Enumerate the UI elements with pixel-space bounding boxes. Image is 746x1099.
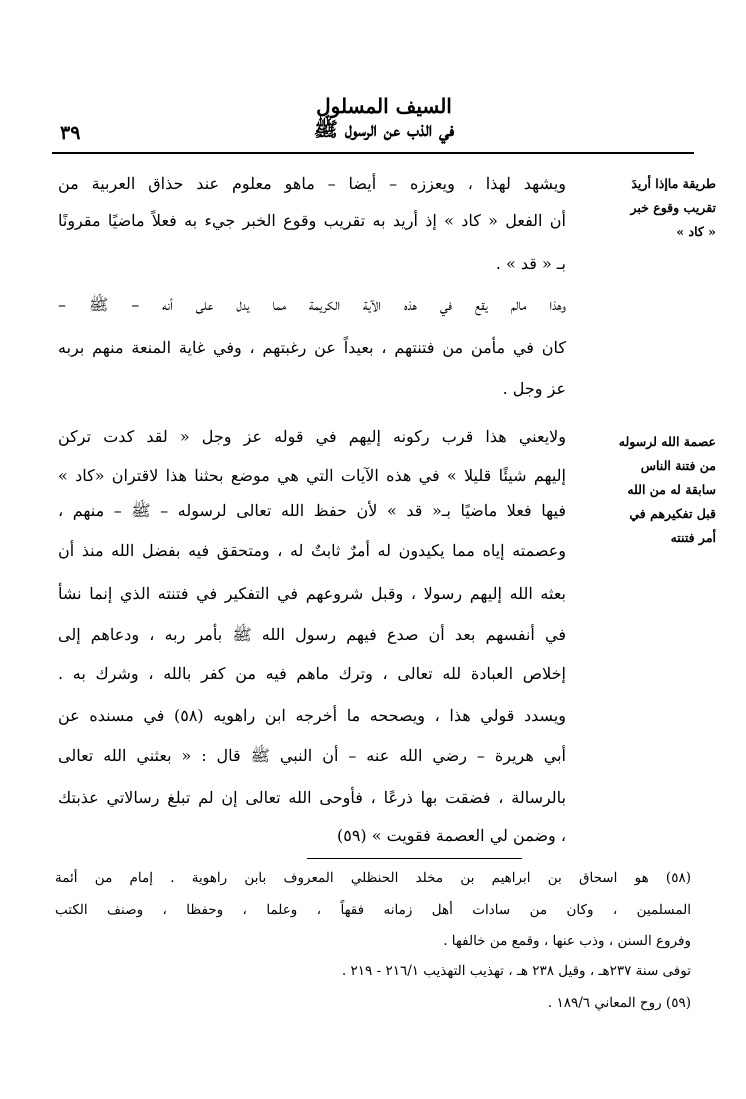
body-text-line: ولايعني هذا قرب ركونه إليهم في قوله عز وجل « لقد كدت تركن bbox=[58, 427, 566, 446]
body-text-line: فيها فعلا ماضيًا بـ« قد » لأن حفظ الله تعالى لرسوله – ﷺ – منهم ، bbox=[58, 501, 566, 520]
margin-note-line: عصمة الله لرسوله bbox=[618, 434, 716, 449]
body-text-line: إليهم شيئًا قليلا » في هذه الآيات التي هي موضع بحثنا هذا لاقتران «كاد » bbox=[58, 466, 566, 485]
margin-note-line: تقريب وقوع خبر bbox=[630, 200, 716, 215]
running-title-line2: في الذب عن الرسول ﷺ bbox=[313, 117, 455, 141]
body-text-line: وعصمته إياه مما يكيدون له أمرٌ ثابتٌ له ، ومتحقق فيه بفضل الله منذ أن bbox=[58, 541, 566, 560]
page-number: ٣٩ bbox=[60, 122, 81, 144]
body-text-line: كان في مأمن من فتنتهم ، بعيداً عن رغبتهم ، وفي غاية المنعة منهم بربه bbox=[58, 338, 566, 357]
body-text-line: أبي هريرة – رضي الله عنه – أن النبي ﷺ قال : « بعثني الله تعالى bbox=[58, 746, 566, 765]
footnote-line: (٥٩) روح المعاني ١٨٩/٦ . bbox=[547, 995, 691, 1011]
body-text-line: إخلاص العبادة لله تعالى ، وترك ماهم فيه من كفر بالله ، وشرك به . bbox=[58, 664, 566, 683]
margin-note-line: أمر فتنته bbox=[670, 530, 716, 545]
body-text-line: بالرسالة ، فضقت بها ذرعًا ، فأوحى الله تعالى إن لم تبلغ رسالاتي عذبتك bbox=[58, 788, 566, 807]
margin-note-line: « كاد » bbox=[676, 224, 716, 239]
body-text-line: ، وضمن لي العصمة فقويت » (٥٩) bbox=[336, 826, 566, 845]
footnote-line: وفروع السنن ، وذب عنها ، وقمع من خالفها . bbox=[443, 933, 691, 949]
body-text-line: أن الفعل « كاد » إذ أريد به تقريب وقوع الخبر جيء به فعلاً ماضيًا مقرونًا bbox=[58, 211, 566, 230]
body-text-line: عز وجل . bbox=[502, 379, 566, 398]
footnote-line: توفى سنة ٢٣٧هـ ، وقيل ٢٣٨ هـ ، تهذيب التهذيب ٢١٦/١ - ٢١٩ . bbox=[341, 963, 691, 979]
body-text-line: بـ « قد » . bbox=[495, 254, 566, 273]
footnote-line: المسلمين ، وكان من سادات أهل زمانه فقهاً ، وعلما ، وحفظا ، وصنف الكتب bbox=[55, 902, 691, 918]
margin-note-line: من فتنة الناس bbox=[640, 458, 716, 473]
body-text-line: في أنفسهم بعد أن صدع فيهم رسول الله ﷺ بأمر ربه ، ودعاهم إلى bbox=[58, 625, 566, 644]
running-title-line1: السيف المسلول bbox=[316, 94, 452, 118]
body-text-line: ويسدد قولي هذا ، ويصححه ما أخرجه ابن راهويه (٥٨) في مسنده عن bbox=[58, 706, 566, 725]
footnote-divider bbox=[307, 858, 522, 859]
margin-note-isma bbox=[588, 430, 716, 550]
body-text-line: وهذا مالم يقع في هذه الآية الكريمة مما يدل على أنه – ﷺ – bbox=[58, 295, 566, 314]
margin-note-line: قبل تفكيرهم في bbox=[629, 506, 716, 521]
body-text-line: ويشهد لهذا ، ويعززه – أيضا – ماهو معلوم عند حذاق العربية من bbox=[58, 174, 566, 193]
body-text-line: بعثه الله إليهم رسولا ، وقبل شروعهم في التفكير في فتنته الذي إنما نشأ bbox=[58, 584, 566, 603]
footnote-line: (٥٨) هو اسحاق بن ابراهيم بن مخلد الحنظلي المعروف بابن راهوية . إمام من أئمة bbox=[55, 870, 691, 886]
margin-note-kad bbox=[588, 172, 716, 244]
margin-note-line: طريقة ماإذا أريدَ bbox=[631, 176, 716, 191]
header-divider bbox=[52, 152, 694, 154]
margin-note-line: سابقة له من الله bbox=[627, 482, 716, 497]
